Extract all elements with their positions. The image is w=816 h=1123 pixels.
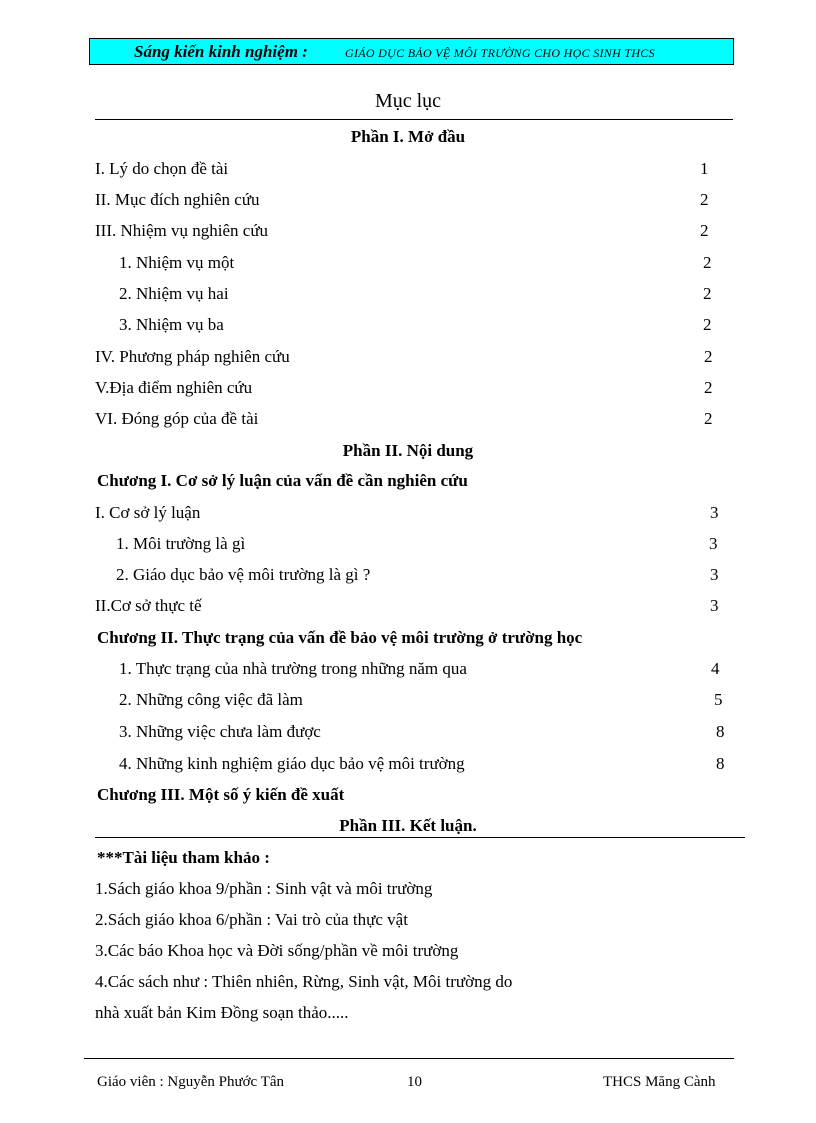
toc-entry-text: V.Địa điểm nghiên cứu xyxy=(95,378,253,397)
toc-entry-text: 1. Môi trường là gì xyxy=(116,534,246,553)
chapter2-heading: Chương II. Thực trạng của vấn đề bảo vệ môi trường ở trường học xyxy=(97,628,583,647)
toc-entry-text: 4. Những kinh nghiệm giáo dục bảo vệ môi trường xyxy=(119,754,465,773)
toc-entry-page: 2 xyxy=(700,190,709,209)
toc-entry-text: II.Cơ sở thực tế xyxy=(95,596,202,615)
toc-entry-page: 2 xyxy=(700,221,709,240)
toc-entry-text: I. Cơ sở lý luận xyxy=(95,503,201,522)
toc-entry-page: 2 xyxy=(703,284,712,303)
reference-item: nhà xuất bản Kim Đồng soạn thảo..... xyxy=(95,1003,349,1022)
toc-entry-page: 4 xyxy=(711,659,720,678)
toc-entry-text: 3. Nhiệm vụ ba xyxy=(119,315,224,334)
toc-entry-page: 3 xyxy=(710,596,719,615)
reference-item: 1.Sách giáo khoa 9/phần : Sinh vật và môi trường xyxy=(95,879,433,898)
toc-entry-page: 8 xyxy=(716,754,725,773)
toc-entry-text: 3. Những việc chưa làm được xyxy=(119,722,321,741)
toc-entry-text: VI. Đóng góp của đề tài xyxy=(95,409,259,428)
toc-entry-page: 3 xyxy=(709,534,718,553)
footer-page-number: 10 xyxy=(407,1074,422,1090)
toc-entry-text: III. Nhiệm vụ nghiên cứu xyxy=(95,221,269,240)
part2-heading: Phần II. Nội dung xyxy=(342,441,474,460)
toc-entry-page: 3 xyxy=(710,503,719,522)
document-header xyxy=(89,38,734,65)
footer-teacher: Giáo viên : Nguyễn Phước Tân xyxy=(97,1074,285,1090)
toc-entry-page: 2 xyxy=(703,315,712,334)
footer-divider xyxy=(84,1058,734,1059)
toc-entry-page: 2 xyxy=(704,409,713,428)
toc-entry-text: 2. Những công việc đã làm xyxy=(119,690,303,709)
toc-entry-text: I. Lý do chọn đề tài xyxy=(95,159,229,178)
chapter1-heading: Chương I. Cơ sở lý luận của vấn đề cần nghiên cứu xyxy=(97,471,468,490)
toc-entry-page: 2 xyxy=(704,378,713,397)
toc-entry-page: 8 xyxy=(716,722,725,741)
part3-heading: Phần III. Kết luận. xyxy=(339,816,477,835)
toc-entry-page: 2 xyxy=(703,253,712,272)
toc-entry-page: 5 xyxy=(714,690,723,709)
page-title: Mục lục xyxy=(374,90,442,112)
references-heading: ***Tài liệu tham khảo : xyxy=(97,848,270,867)
reference-item: 4.Các sách như : Thiên nhiên, Rừng, Sinh vật, Môi trường do xyxy=(95,972,513,991)
toc-entry-text: IV. Phương pháp nghiên cứu xyxy=(95,347,290,366)
chapter3-heading: Chương III. Một số ý kiến đề xuất xyxy=(97,785,345,804)
toc-entry-page: 2 xyxy=(704,347,713,366)
toc-entry-page: 1 xyxy=(700,159,709,178)
header-label: Sáng kiến kinh nghiệm : xyxy=(134,42,308,61)
toc-entry-page: 3 xyxy=(710,565,719,584)
footer-school: THCS Măng Cành xyxy=(603,1074,716,1090)
toc-entry-text: 2. Nhiệm vụ hai xyxy=(119,284,229,303)
reference-item: 3.Các báo Khoa học và Đời sống/phần về môi trường xyxy=(95,941,459,960)
toc-entry-text: 2. Giáo dục bảo vệ môi trường là gì ? xyxy=(116,565,371,584)
header-subject: GIÁO DỤC BẢO VỆ MÔI TRƯỜNG CHO HỌC SINH THCS xyxy=(345,46,655,60)
part1-heading: Phần I. Mở đầu xyxy=(350,127,466,146)
toc-entry-text: 1. Thực trạng của nhà trường trong những năm qua xyxy=(119,659,467,678)
part3-divider xyxy=(95,837,745,838)
toc-entry-text: 1. Nhiệm vụ một xyxy=(119,253,235,272)
title-divider xyxy=(95,119,733,120)
reference-item: 2.Sách giáo khoa 6/phần : Vai trò của thực vật xyxy=(95,910,408,929)
toc-entry-text: II. Mục đích nghiên cứu xyxy=(95,190,260,209)
